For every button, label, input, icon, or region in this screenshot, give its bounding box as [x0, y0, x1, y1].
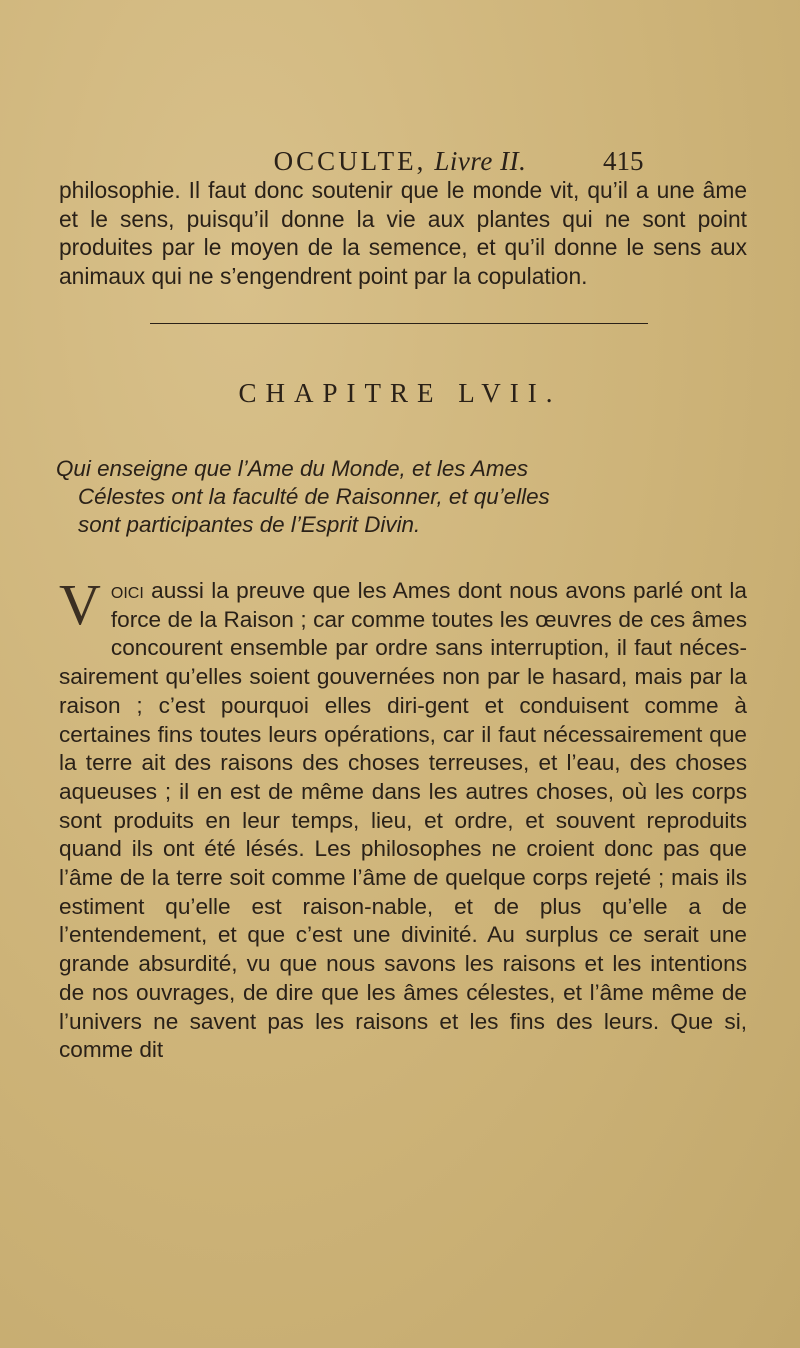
chapter-subtitle-line: sont participantes de l’Esprit Divin.: [78, 512, 421, 537]
chapter-paragraph: [59, 572, 747, 1065]
page-number: 415: [603, 146, 644, 176]
running-head: [0, 146, 800, 177]
chapter-subtitle: [56, 455, 746, 539]
chapter-title: CHAPITRE LVII.: [238, 378, 562, 408]
paragraph-continued: philosophie. Il faut donc soutenir que le monde vit, qu’il a une âme et le sens, puisqu’il donne la vie aux plantes qui ne sont point produites par le moyen de la semence, et qu’il donne le sens aux animaux qui ne s’engendrent point par la copulation.: [59, 177, 747, 290]
section-divider: [150, 323, 648, 324]
book-title: Livre II.: [434, 146, 527, 176]
chapter-subtitle-line: Qui enseigne que l’Ame du Monde, et les Ames: [56, 456, 529, 481]
chapter-subtitle-line: Célestes ont la faculté de Raisonner, et qu’elles: [78, 484, 550, 509]
paragraph-text: aussi la preuve que les Ames dont nous avons parlé ont la force de la Raison ; car comme toutes les œuvres de ces âmes concourent ensemble par ordre sans interruption, il faut néces-sairement qu’elles soient gouvernées non par le hasard, mais par la raison ; c’est pourquoi elles diri-gent et conduisent comme à certaines fins toutes leurs opérations, car il faut nécessairement que la terre ait des raisons des choses terreuses, et l’eau, des choses aqueuses ; il en est de même dans les autres choses, où les corps sont produits en leur temps, lieu, et ordre, et souvent reproduits quand ils ont été lésés. Les philosophes ne croient donc pas que l’âme de la terre soit comme l’âme de quelque corps rejeté ; mais ils estiment qu’elle est raison-nable, et de plus qu’elle a de l’entendement, et que c’est une divinité. Au surplus ce serait une grande absurdité, vu que nous savons les raisons et les intentions de nos ouvrages, de dire que les âmes célestes, et l’âme même de l’univers ne savent pas les raisons et les fins des leurs. Que si, comme dit: [59, 578, 747, 1063]
drop-cap: V: [59, 572, 101, 637]
section-title: OCCULTE,: [273, 146, 427, 176]
first-word: oici: [110, 578, 144, 603]
